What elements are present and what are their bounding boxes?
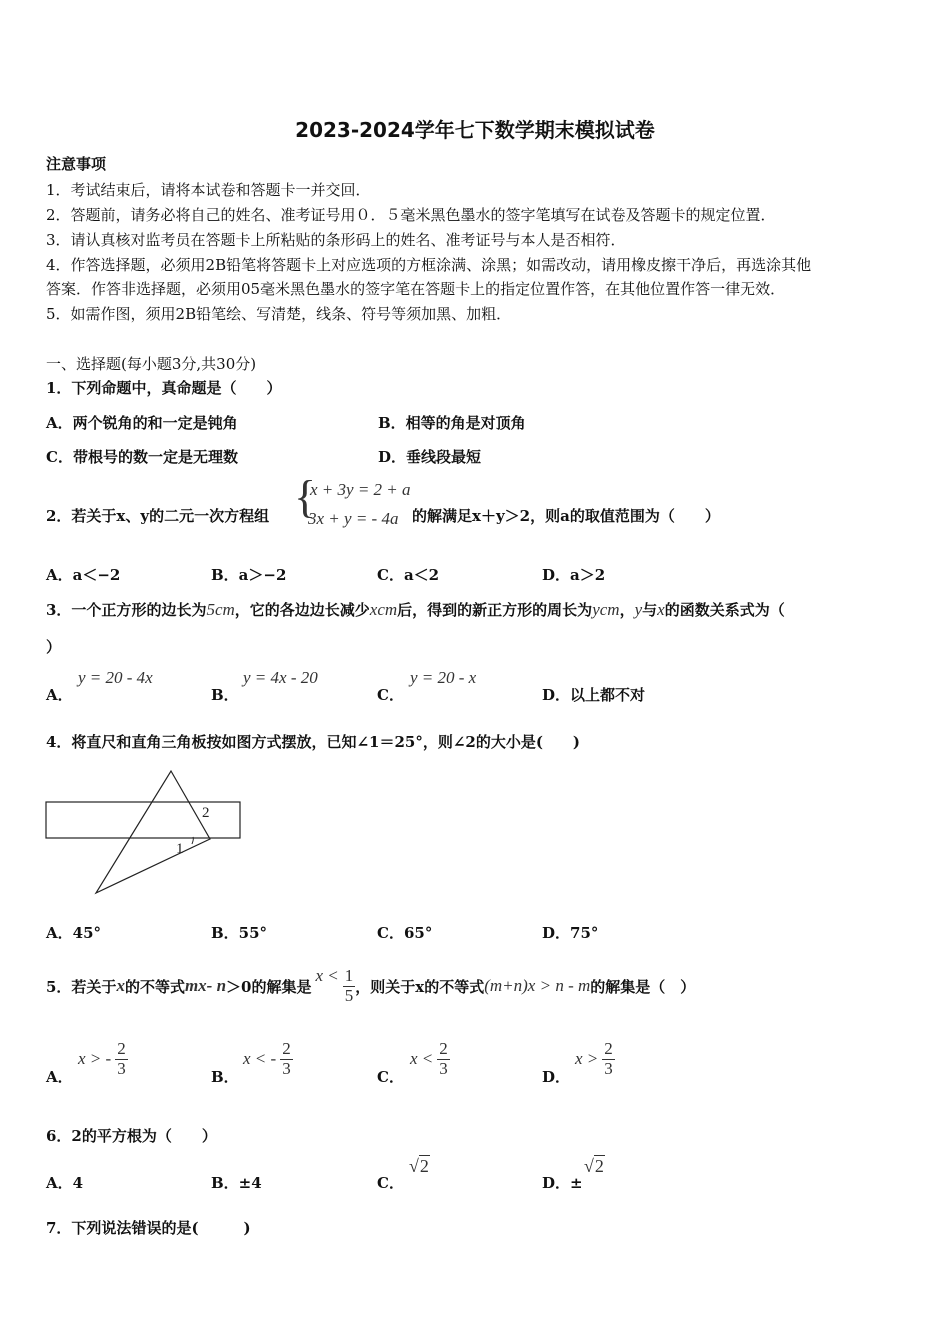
q4-option-b: B．55°: [211, 924, 268, 942]
q3-text: 与: [642, 601, 658, 619]
fraction-denominator: 3: [117, 1058, 126, 1078]
q5-stem: [46, 955, 695, 1017]
q3-option-c-label: C．: [377, 686, 404, 704]
notice-item: 3．请认真核对监考员在答题卡上所粘贴的条形码上的姓名、准考证号与本人是否相符．: [46, 231, 626, 249]
q2-equation-2: 3x + y = - 4a: [308, 509, 399, 528]
q2-option-c: C．a＜2: [377, 566, 440, 584]
q5-solution-fraction: [343, 967, 356, 1005]
q2-equation-1: x + 3y = 2 + a: [310, 480, 411, 499]
q4-stem: 4．将直尺和直角三角板按如图方式摆放，已知∠1＝25°，则∠2的大小是( ): [46, 733, 581, 751]
q5-text: ＞0的解集是: [226, 977, 312, 996]
notice-item: 4．作答选择题，必须用2B铅笔将答题卡上对应选项的方框涂满、涂黑；如需改动，请用橡皮擦干净后，再选涂其他: [46, 256, 812, 274]
q3-option-b-label: B．: [211, 686, 239, 704]
q3-option-d: D．以上都不对: [542, 686, 646, 704]
fraction-numerator: 1: [344, 965, 354, 985]
q4-option-a: A．45°: [46, 924, 102, 942]
q3-text: 的函数关系式为（: [664, 601, 785, 619]
angle-1-label: 1: [176, 841, 184, 857]
q7-stem: 7．下列说法错误的是( ): [46, 1219, 251, 1237]
q3-option-c-expr: [410, 668, 476, 688]
q5-option-a-label: A．: [46, 1068, 73, 1086]
q6-stem: 6．2的平方根为（ ）: [46, 1127, 217, 1145]
option-lhs: x <: [410, 1049, 434, 1069]
q5-option-c-label: C．: [377, 1068, 404, 1086]
q5-inequality: (m+n)x > n - m: [484, 976, 591, 995]
q3-text: 后，得到的新正方形的周长为: [397, 601, 593, 619]
q3-option-a-label: A．: [46, 686, 73, 704]
q2-suffix: 的解满足x＋y＞2，则a的取值范围为（ ）: [412, 507, 720, 525]
option-fraction: [115, 1040, 128, 1078]
q5-text: 的解集是（ ）: [590, 977, 696, 996]
q6-option-d-sqrt: √2: [584, 1156, 604, 1176]
q3-math: ycm: [592, 600, 620, 619]
radicand: 2: [594, 1156, 604, 1176]
q4-option-d: D．75°: [542, 924, 599, 942]
fraction-numerator: 2: [282, 1039, 291, 1058]
section-heading: 一、选择题(每小题3分,共30分): [46, 355, 257, 373]
notice-item: 答案．作答非选择题，必须用05毫米黑色墨水的签字笔在答题卡上的指定位置作答，在其他位置作答一律无效．: [46, 280, 786, 298]
q3-math: xcm: [369, 600, 398, 619]
q5-math: mx- n: [184, 976, 227, 995]
option-fraction: [437, 1040, 450, 1078]
angle-2-label: 2: [202, 805, 210, 821]
fraction-numerator: 2: [439, 1039, 448, 1058]
q6-option-b: B．±4: [211, 1174, 262, 1192]
q1-option-a: A．两个锐角的和一定是钝角: [46, 414, 238, 432]
q2-option-b: B．a＞−2: [211, 566, 287, 584]
q5-text: 5．若关于: [46, 977, 117, 996]
q5-option-d-label: D．: [542, 1068, 571, 1086]
q3-math: 5cm: [206, 600, 235, 619]
page-title: 2023-2024学年七下数学期末模拟试卷: [295, 118, 655, 142]
q5-option-b-label: B．: [211, 1068, 239, 1086]
q5-solution-lhs: x <: [315, 966, 339, 985]
q4-option-c: C．65°: [377, 924, 433, 942]
option-lhs: x >: [575, 1049, 599, 1069]
fraction-numerator: 2: [604, 1039, 613, 1058]
fraction-denominator: 3: [282, 1058, 291, 1078]
option-lhs: x > -: [78, 1049, 112, 1069]
q3-option-b-math: y = 4x - 20: [243, 668, 318, 687]
q2-option-a: A．a＜−2: [46, 566, 121, 584]
q3-stem: [46, 599, 785, 620]
notice-item: 1．考试结束后，请将本试卷和答题卡一并交回．: [46, 181, 371, 199]
notice-item: 2．答题前，请务必将自己的姓名、准考证号用０．５毫米黑色墨水的签字笔填写在试卷及答题卡的规定位置．: [46, 206, 776, 224]
fraction-denominator: 3: [439, 1058, 448, 1078]
option-fraction: [280, 1040, 293, 1078]
q6-option-c-label: C．: [377, 1174, 404, 1192]
q6-option-d-label: D．±: [542, 1174, 583, 1192]
q1-stem: 1．下列命题中，真命题是（ ）: [46, 379, 282, 397]
q3-math: y: [634, 600, 643, 619]
q6-option-a: A．4: [46, 1174, 84, 1192]
q1-option-c: C．带根号的数一定是无理数: [46, 448, 238, 466]
q3-option-c-math: y = 20 - x: [410, 668, 477, 687]
q6-option-c-sqrt: √2: [409, 1156, 429, 1176]
q1-option-b: B．相等的角是对顶角: [378, 414, 526, 432]
ruler-triangle-figure: [40, 765, 250, 900]
q5-option-c-expr: [410, 1040, 450, 1078]
notice-item: 5．如需作图，须用2B铅笔绘、写清楚，线条、符号等须加黑、加粗．: [46, 305, 512, 323]
q5-option-d-expr: [575, 1040, 615, 1078]
notice-heading: 注意事项: [46, 155, 107, 173]
q5-text: 的不等式: [124, 977, 185, 996]
q2-option-d: D．a＞2: [542, 566, 606, 584]
system-brace: {: [294, 471, 317, 522]
fraction-denominator: 3: [604, 1058, 613, 1078]
q3-option-b-expr: [243, 668, 318, 688]
option-lhs: x < -: [243, 1049, 277, 1069]
q3-text: ，: [619, 601, 635, 619]
q5-option-b-expr: [243, 1040, 293, 1078]
fraction-denominator: 5: [344, 985, 354, 1005]
fraction-numerator: 2: [117, 1039, 126, 1058]
q3-option-a-math: y = 20 - 4x: [78, 668, 153, 687]
q3-text: 3．一个正方形的边长为: [46, 601, 207, 619]
ruler-shape: [46, 802, 240, 838]
q5-math: x: [116, 976, 125, 995]
radicand: 2: [419, 1156, 429, 1176]
option-fraction: [602, 1040, 615, 1078]
q1-option-d: D．垂线段最短: [378, 448, 482, 466]
q2-prefix: 2．若关于x、y的二元一次方程组: [46, 507, 270, 525]
q5-text: ，则关于x的不等式: [355, 977, 485, 996]
q3-option-a-expr: [78, 668, 153, 688]
q5-option-a-expr: [78, 1040, 128, 1078]
q3-math: x: [657, 600, 665, 619]
triangle-shape: [96, 771, 210, 893]
q3-text: ，它的各边边长减少: [234, 601, 370, 619]
q3-stem-line2: ）: [46, 638, 62, 656]
